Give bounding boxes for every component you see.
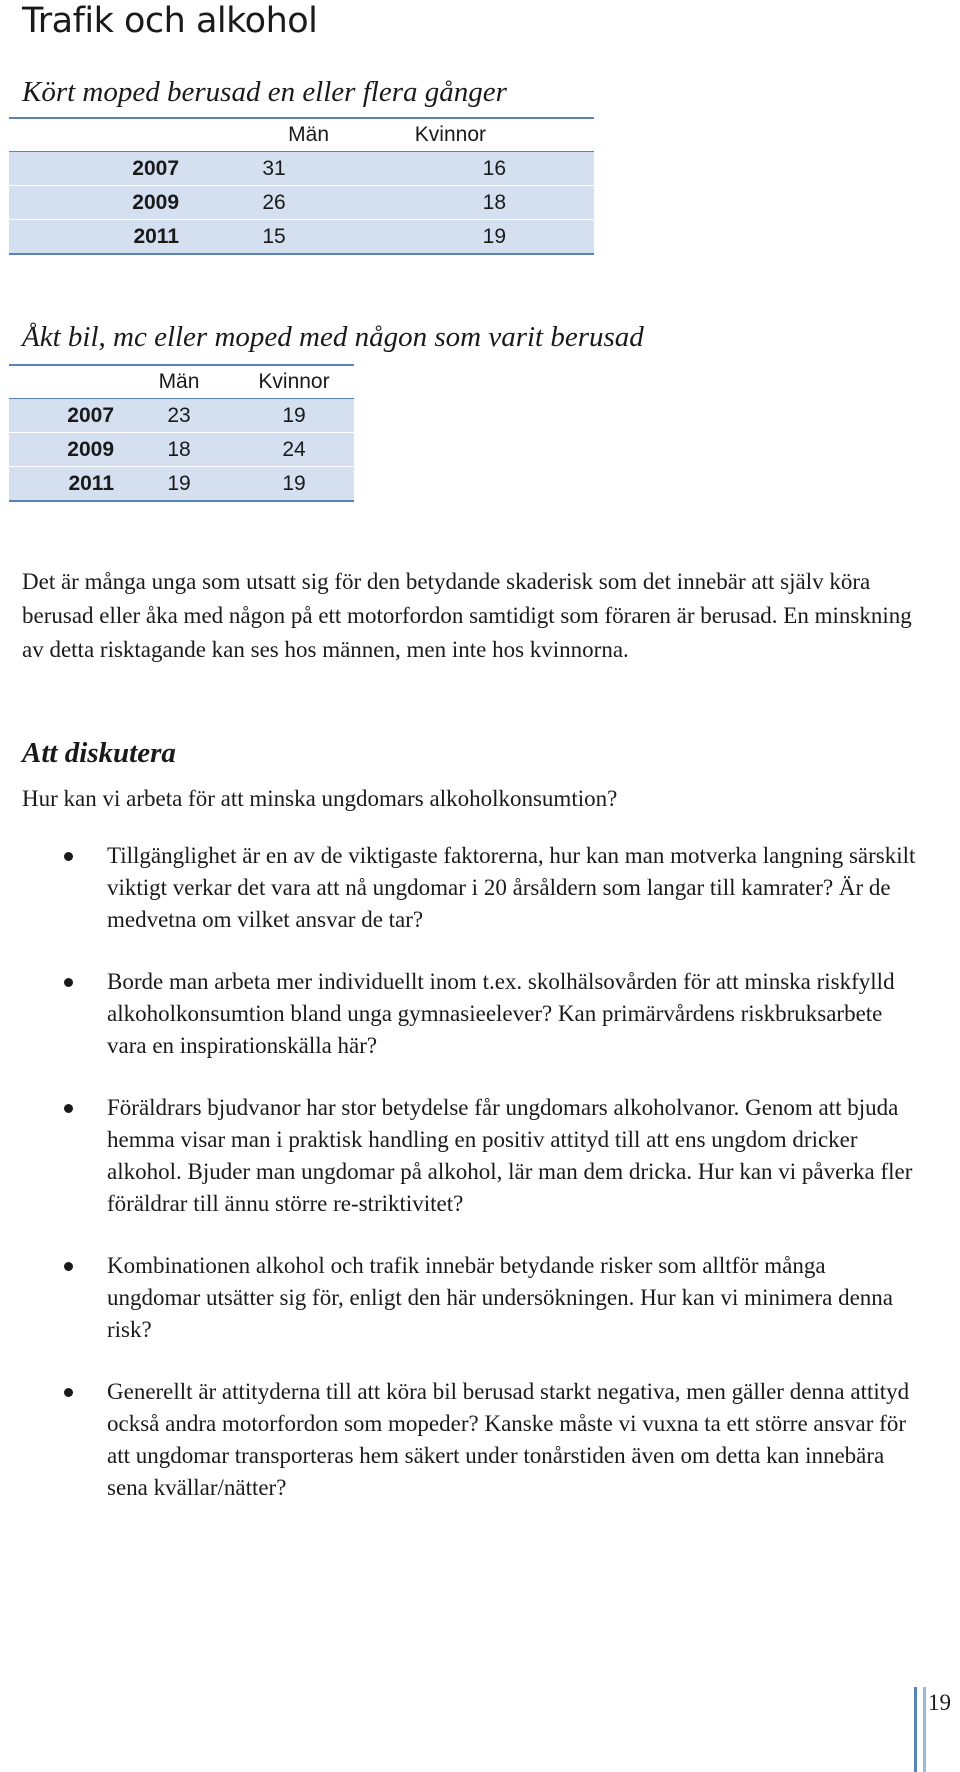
row-year: 2009: [9, 433, 114, 467]
discussion-heading: Att diskutera: [22, 737, 176, 769]
discussion-bullet-list: [0, 840, 960, 1534]
bullet-icon: [64, 1388, 73, 1397]
bullet-icon: [64, 978, 73, 987]
women-value: 19: [224, 467, 354, 502]
bullet-icon: [64, 1262, 73, 1271]
page-number-bar: [914, 1687, 926, 1772]
moped-drunk-table: [9, 117, 594, 255]
row-year: 2007: [9, 399, 114, 433]
column-header-year: [9, 118, 189, 152]
women-value: 19: [224, 399, 354, 433]
women-value: 19: [329, 220, 594, 255]
table1-caption: Kört moped berusad en eller flera gånger: [22, 76, 507, 108]
women-value: 18: [329, 186, 594, 220]
column-header-men: Män: [189, 118, 329, 152]
men-value: 18: [114, 433, 224, 467]
column-header-men: Män: [114, 365, 224, 399]
list-item-text: Generellt är attityderna till att köra bil berusad starkt negativa, men gäller denna attityd också andra motorfordon som mopeder? Kanske måste vi vuxna ta ett större ansvar för att ungdomar transporteras hem säkert under tonårstiden även om detta kan innebära sena kvällar/nätter?: [107, 1379, 910, 1500]
row-year: 2011: [9, 220, 189, 255]
row-year: 2007: [9, 152, 189, 186]
table-header-row: [9, 365, 354, 399]
table2-caption: Åkt bil, mc eller moped med någon som varit berusad: [22, 321, 644, 353]
men-value: 26: [189, 186, 329, 220]
table-row: [9, 152, 594, 186]
table-header-row: [9, 118, 594, 152]
list-item: [0, 1376, 960, 1504]
women-value: 24: [224, 433, 354, 467]
page-heading: Trafik och alkohol: [22, 1, 318, 41]
list-item-text: Kombinationen alkohol och trafik innebär betydande risker som alltför många ungdomar utsätter sig för, enligt den här undersökningen. Hur kan vi minimera denna risk?: [107, 1253, 893, 1342]
list-item-text: Borde man arbeta mer individuellt inom t.ex. skolhälsovården för att minska riskfylld alkoholkonsumtion bland unga gymnasieelever? Kan primärvårdens riskbruksarbete vara en inspirationskälla här?: [107, 969, 895, 1058]
list-item: [0, 1092, 960, 1220]
bullet-icon: [64, 1104, 73, 1113]
row-year: 2011: [9, 467, 114, 502]
column-header-women: Kvinnor: [329, 118, 594, 152]
men-value: 31: [189, 152, 329, 186]
list-item-text: Föräldrars bjudvanor har stor betydelse får ungdomars alkoholvanor. Genom att bjuda hemma visar man i praktisk handling en positiv attityd till att ens ungdom dricker alkohol. Bjuder man ungdomar på alkohol, lär man dem dricka. Hur kan vi påverka fler föräldrar till ännu större re-striktivitet?: [107, 1095, 913, 1216]
women-value: 16: [329, 152, 594, 186]
rode-with-drunk-table: [9, 364, 354, 502]
intro-paragraph: Det är många unga som utsatt sig för den betydande skaderisk som det innebär att själv köra berusad eller åka med någon på ett motorfordon samtidigt som föraren är berusad. En minskning av detta risktagande kan ses hos männen, men inte hos kvinnorna.: [22, 569, 912, 662]
page-number: 19: [928, 1690, 951, 1715]
row-year: 2009: [9, 186, 189, 220]
list-item: [0, 966, 960, 1062]
men-value: 23: [114, 399, 224, 433]
men-value: 15: [189, 220, 329, 255]
men-value: 19: [114, 467, 224, 502]
list-item: [0, 1250, 960, 1346]
table-row: [9, 186, 594, 220]
bullet-icon: [64, 852, 73, 861]
table-row: [9, 220, 594, 255]
column-header-women: Kvinnor: [224, 365, 354, 399]
discussion-question: Hur kan vi arbeta för att minska ungdomars alkoholkonsumtion?: [22, 786, 618, 811]
list-item-text: Tillgänglighet är en av de viktigaste faktorerna, hur kan man motverka langning särskilt viktigt verkar det vara att nå ungdomar i 20 årsåldern som langar till kamrater? Är de medvetna om vilket ansvar de tar?: [107, 843, 916, 932]
table-row: [9, 433, 354, 467]
column-header-year: [9, 365, 114, 399]
table-row: [9, 467, 354, 502]
list-item: [0, 840, 960, 936]
table-row: [9, 399, 354, 433]
